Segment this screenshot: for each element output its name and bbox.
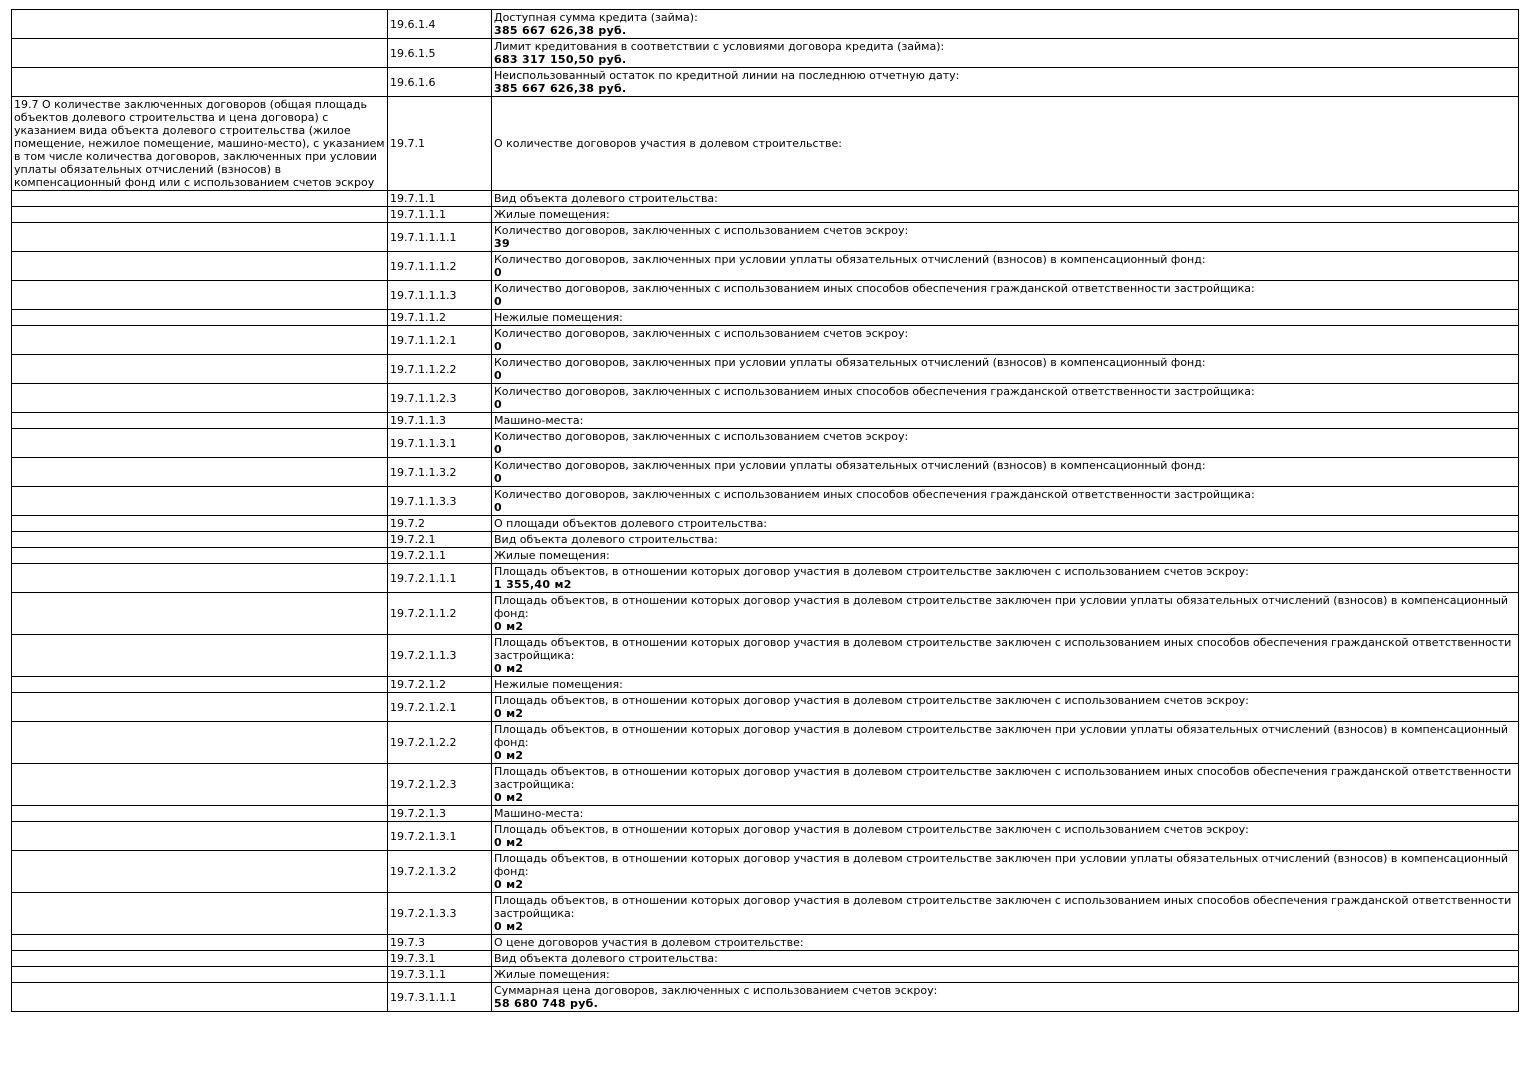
item-value: 39	[494, 237, 510, 250]
item-code: 19.7.1.1.2.2	[388, 355, 492, 384]
item-content	[492, 39, 1519, 68]
table-row	[12, 10, 1519, 39]
item-code: 19.7.1.1.1.2	[388, 252, 492, 281]
item-value: 0	[494, 443, 502, 456]
item-value: 0 м2	[494, 707, 524, 720]
item-value: 0	[494, 266, 502, 279]
item-content	[492, 191, 1519, 207]
table-row	[12, 207, 1519, 223]
item-label: Лимит кредитования в соответствии с условиями договора кредита (займа):	[494, 40, 945, 53]
item-code: 19.7.1.1.2.1	[388, 326, 492, 355]
item-value: 0 м2	[494, 878, 524, 891]
table-row	[12, 223, 1519, 252]
table-row	[12, 967, 1519, 983]
section-cell	[12, 487, 388, 516]
item-code: 19.7.1.1.3	[388, 413, 492, 429]
item-value: 58 680 748 руб.	[494, 997, 599, 1010]
section-cell	[12, 223, 388, 252]
item-label: Количество договоров, заключенных с использованием счетов эскроу:	[494, 327, 909, 340]
table-row	[12, 593, 1519, 635]
item-label: Нежилые помещения:	[494, 678, 623, 691]
item-code: 19.7.1.1.1.1	[388, 223, 492, 252]
item-content	[492, 384, 1519, 413]
item-value: 0	[494, 369, 502, 382]
table-row	[12, 764, 1519, 806]
section-cell	[12, 635, 388, 677]
item-content	[492, 806, 1519, 822]
table-row	[12, 822, 1519, 851]
table-row	[12, 951, 1519, 967]
item-code: 19.7.1.1.2	[388, 310, 492, 326]
item-code: 19.7.2.1.2	[388, 677, 492, 693]
section-cell	[12, 207, 388, 223]
item-code: 19.6.1.5	[388, 39, 492, 68]
section-cell	[12, 951, 388, 967]
item-content	[492, 326, 1519, 355]
disclosure-table-body	[12, 10, 1519, 1012]
item-label: Машино-места:	[494, 807, 584, 820]
item-label: Количество договоров, заключенных с использованием счетов эскроу:	[494, 430, 909, 443]
section-cell	[12, 10, 388, 39]
section-cell	[12, 822, 388, 851]
section-cell	[12, 764, 388, 806]
table-row	[12, 355, 1519, 384]
table-row	[12, 935, 1519, 951]
item-code: 19.7.1.1.2.3	[388, 384, 492, 413]
item-content	[492, 97, 1519, 191]
item-content	[492, 564, 1519, 593]
table-row	[12, 252, 1519, 281]
table-row	[12, 191, 1519, 207]
table-row	[12, 548, 1519, 564]
item-code: 19.7.3.1.1	[388, 967, 492, 983]
item-code: 19.7.2.1.1.2	[388, 593, 492, 635]
item-value: 0	[494, 340, 502, 353]
table-row	[12, 326, 1519, 355]
table-row	[12, 722, 1519, 764]
item-code: 19.7.3.1	[388, 951, 492, 967]
item-code: 19.7.2.1.3.1	[388, 822, 492, 851]
item-content	[492, 10, 1519, 39]
table-row	[12, 693, 1519, 722]
section-cell	[12, 677, 388, 693]
table-row	[12, 97, 1519, 191]
item-value: 385 667 626,38 руб.	[494, 82, 627, 95]
item-value: 0 м2	[494, 836, 524, 849]
section-cell	[12, 252, 388, 281]
table-row	[12, 516, 1519, 532]
item-code: 19.7.2	[388, 516, 492, 532]
section-cell	[12, 281, 388, 310]
table-row	[12, 413, 1519, 429]
item-code: 19.7.3.1.1.1	[388, 983, 492, 1012]
item-value: 0	[494, 472, 502, 485]
section-cell	[12, 39, 388, 68]
section-cell	[12, 967, 388, 983]
section-cell	[12, 191, 388, 207]
section-cell	[12, 68, 388, 97]
section-cell	[12, 384, 388, 413]
item-label: Количество договоров, заключенных при условии уплаты обязательных отчислений (взносов) в компенсационный фонд:	[494, 253, 1206, 266]
item-code: 19.7.2.1.1.1	[388, 564, 492, 593]
item-content	[492, 851, 1519, 893]
item-content	[492, 764, 1519, 806]
item-code: 19.7.2.1.1	[388, 548, 492, 564]
item-code: 19.7.2.1.2.1	[388, 693, 492, 722]
item-label: Площадь объектов, в отношении которых договор участия в долевом строительстве заключен с использованием иных способов обеспечения гражданской ответственности застройщика:	[494, 894, 1512, 920]
section-cell	[12, 429, 388, 458]
table-row	[12, 39, 1519, 68]
item-value: 0	[494, 398, 502, 411]
item-content	[492, 252, 1519, 281]
section-cell	[12, 310, 388, 326]
item-label: Количество договоров, заключенных с использованием иных способов обеспечения гражданской ответственности застройщика:	[494, 282, 1255, 295]
item-label: Неиспользованный остаток по кредитной линии на последнюю отчетную дату:	[494, 69, 960, 82]
item-label: Количество договоров, заключенных с использованием иных способов обеспечения гражданской ответственности застройщика:	[494, 385, 1255, 398]
item-content	[492, 951, 1519, 967]
section-cell	[12, 983, 388, 1012]
item-label: Площадь объектов, в отношении которых договор участия в долевом строительстве заключен при условии уплаты обязательных отчислений (взносов) в компенсационный фонд:	[494, 594, 1509, 620]
section-cell	[12, 516, 388, 532]
item-content	[492, 548, 1519, 564]
item-content	[492, 223, 1519, 252]
item-label: Вид объекта долевого строительства:	[494, 192, 718, 205]
item-label: Вид объекта долевого строительства:	[494, 952, 718, 965]
item-value: 0 м2	[494, 620, 524, 633]
table-row	[12, 310, 1519, 326]
item-value: 1 355,40 м2	[494, 578, 572, 591]
table-row	[12, 384, 1519, 413]
item-content	[492, 593, 1519, 635]
section-cell	[12, 693, 388, 722]
item-content	[492, 355, 1519, 384]
item-label: О площади объектов долевого строительства:	[494, 517, 768, 530]
item-content	[492, 310, 1519, 326]
item-content	[492, 516, 1519, 532]
item-value: 0 м2	[494, 920, 524, 933]
table-row	[12, 564, 1519, 593]
item-code: 19.7.1	[388, 97, 492, 191]
table-row	[12, 635, 1519, 677]
item-value: 0	[494, 501, 502, 514]
section-cell	[12, 806, 388, 822]
item-label: Вид объекта долевого строительства:	[494, 533, 718, 546]
item-label: Количество договоров, заключенных при условии уплаты обязательных отчислений (взносов) в компенсационный фонд:	[494, 356, 1206, 369]
section-cell	[12, 593, 388, 635]
item-code: 19.7.2.1.3.2	[388, 851, 492, 893]
item-code: 19.7.1.1.3.3	[388, 487, 492, 516]
item-content	[492, 983, 1519, 1012]
table-row	[12, 806, 1519, 822]
section-cell	[12, 458, 388, 487]
item-code: 19.7.2.1.2.3	[388, 764, 492, 806]
item-code: 19.7.1.1.1	[388, 207, 492, 223]
item-content	[492, 677, 1519, 693]
table-row	[12, 983, 1519, 1012]
item-label: Доступная сумма кредита (займа):	[494, 11, 698, 24]
item-code: 19.7.2.1	[388, 532, 492, 548]
disclosure-table	[11, 9, 1519, 1012]
table-row	[12, 851, 1519, 893]
item-label: Нежилые помещения:	[494, 311, 623, 324]
item-code: 19.7.2.1.2.2	[388, 722, 492, 764]
item-content	[492, 487, 1519, 516]
item-content	[492, 68, 1519, 97]
item-content	[492, 822, 1519, 851]
item-label: Площадь объектов, в отношении которых договор участия в долевом строительстве заключен с использованием счетов эскроу:	[494, 694, 1249, 707]
item-value: 0	[494, 295, 502, 308]
item-code: 19.7.2.1.3.3	[388, 893, 492, 935]
item-content	[492, 635, 1519, 677]
item-label: О цене договоров участия в долевом строительстве:	[494, 936, 804, 949]
item-content	[492, 893, 1519, 935]
item-label: Жилые помещения:	[494, 549, 610, 562]
table-row	[12, 281, 1519, 310]
table-row	[12, 68, 1519, 97]
item-value: 0 м2	[494, 662, 524, 675]
item-code: 19.7.2.1.1.3	[388, 635, 492, 677]
item-label: Количество договоров, заключенных с использованием иных способов обеспечения гражданской ответственности застройщика:	[494, 488, 1255, 501]
item-code: 19.7.1.1.1.3	[388, 281, 492, 310]
section-cell	[12, 722, 388, 764]
item-label: Площадь объектов, в отношении которых договор участия в долевом строительстве заключен с использованием иных способов обеспечения гражданской ответственности застройщика:	[494, 765, 1512, 791]
section-19-7-title: 19.7 О количестве заключенных договоров (общая площадь объектов долевого строительства и цена договора) с указанием вида объекта долевого строительства (жилое помещение, нежилое помещение, машино-место), с указанием в том числе количества договоров, заключенных при условии уплаты обязательных отчислений (взносов) в компенсационный фонд или с использованием счетов эскроу	[12, 97, 388, 191]
section-cell	[12, 564, 388, 593]
table-row	[12, 458, 1519, 487]
table-row	[12, 532, 1519, 548]
section-cell	[12, 413, 388, 429]
item-code: 19.7.1.1.3.1	[388, 429, 492, 458]
item-content	[492, 532, 1519, 548]
item-code: 19.7.1.1.3.2	[388, 458, 492, 487]
item-code: 19.6.1.4	[388, 10, 492, 39]
item-label: Машино-места:	[494, 414, 584, 427]
table-row	[12, 677, 1519, 693]
section-cell	[12, 851, 388, 893]
item-label: Площадь объектов, в отношении которых договор участия в долевом строительстве заключен с использованием иных способов обеспечения гражданской ответственности застройщика:	[494, 636, 1512, 662]
item-label: Жилые помещения:	[494, 208, 610, 221]
item-code: 19.6.1.6	[388, 68, 492, 97]
table-row	[12, 429, 1519, 458]
item-label: Площадь объектов, в отношении которых договор участия в долевом строительстве заключен с использованием счетов эскроу:	[494, 565, 1249, 578]
item-content	[492, 413, 1519, 429]
item-label: Площадь объектов, в отношении которых договор участия в долевом строительстве заключен при условии уплаты обязательных отчислений (взносов) в компенсационный фонд:	[494, 852, 1509, 878]
section-cell	[12, 532, 388, 548]
item-content	[492, 281, 1519, 310]
item-content	[492, 967, 1519, 983]
item-content	[492, 207, 1519, 223]
item-content	[492, 935, 1519, 951]
item-value: 385 667 626,38 руб.	[494, 24, 627, 37]
section-cell	[12, 326, 388, 355]
item-content	[492, 458, 1519, 487]
item-label: Площадь объектов, в отношении которых договор участия в долевом строительстве заключен с использованием счетов эскроу:	[494, 823, 1249, 836]
item-code: 19.7.1.1	[388, 191, 492, 207]
item-value: 0 м2	[494, 749, 524, 762]
section-cell	[12, 893, 388, 935]
item-code: 19.7.2.1.3	[388, 806, 492, 822]
item-content	[492, 429, 1519, 458]
item-code: 19.7.3	[388, 935, 492, 951]
item-label: Количество договоров, заключенных с использованием счетов эскроу:	[494, 224, 909, 237]
section-cell	[12, 548, 388, 564]
item-content	[492, 722, 1519, 764]
item-label: Жилые помещения:	[494, 968, 610, 981]
table-row	[12, 487, 1519, 516]
item-value: 0 м2	[494, 791, 524, 804]
item-label: Количество договоров, заключенных при условии уплаты обязательных отчислений (взносов) в компенсационный фонд:	[494, 459, 1206, 472]
section-cell	[12, 355, 388, 384]
item-label: Суммарная цена договоров, заключенных с использованием счетов эскроу:	[494, 984, 938, 997]
section-cell	[12, 935, 388, 951]
item-label: О количестве договоров участия в долевом строительстве:	[494, 137, 842, 150]
item-label: Площадь объектов, в отношении которых договор участия в долевом строительстве заключен при условии уплаты обязательных отчислений (взносов) в компенсационный фонд:	[494, 723, 1509, 749]
item-value: 683 317 150,50 руб.	[494, 53, 627, 66]
table-row	[12, 893, 1519, 935]
item-content	[492, 693, 1519, 722]
